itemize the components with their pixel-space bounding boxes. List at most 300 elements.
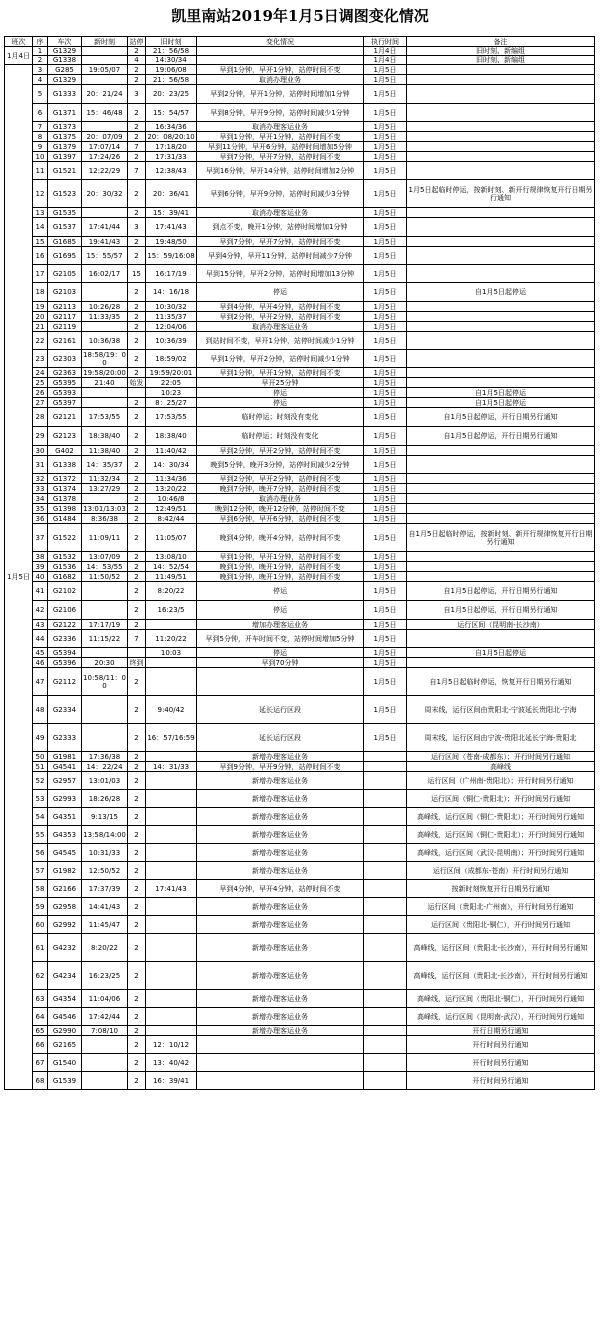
exec-date-cell: 1月5日 [364,208,407,218]
header-cell: 新时刻 [82,37,128,47]
new-time-cell: 20：21/24 [82,85,128,104]
exec-date-cell: 1月5日 [364,388,407,398]
train-cell: G1397 [48,152,82,162]
change-cell: 新增办理客运业务 [197,898,364,916]
exec-date-cell: 1月5日 [364,668,407,696]
change-cell: 延长运行区段 [197,696,364,724]
note-cell [407,456,595,474]
change-cell: 新增办理客运业务 [197,752,364,762]
table-row [5,283,595,302]
train-cell: G4232 [48,934,82,962]
exec-date-cell: 1月5日 [364,601,407,620]
change-cell: 取消办理客运业务 [197,322,364,332]
note-cell: 高峰线，运行区间（武汉-昆明南）；开行时间另行通知 [407,844,595,862]
seq-cell: 66 [33,1036,48,1054]
exec-date-cell [364,790,407,808]
note-cell: 周末线，运行区间由宁波-贵阳北延长宁海-贵阳北 [407,724,595,752]
train-cell: G2166 [48,880,82,898]
train-cell: G2165 [48,1036,82,1054]
seq-cell: 59 [33,898,48,916]
table-row [5,504,595,514]
old-time-cell: 16:17/19 [146,265,197,283]
note-cell [407,504,595,514]
train-cell: G2106 [48,601,82,620]
change-cell [197,1054,364,1072]
stop-cell: 2 [128,724,146,752]
old-time-cell: 17:53/55 [146,408,197,427]
seq-cell: 26 [33,388,48,398]
exec-date-cell [364,752,407,762]
seq-cell: 17 [33,265,48,283]
seq-cell: 21 [33,322,48,332]
change-cell: 早到4分钟，早开4分钟，站停时间不变 [197,880,364,898]
table-row [5,47,595,56]
note-cell [407,65,595,75]
change-cell: 临时停运；时刻没有变化 [197,427,364,446]
old-time-cell: 10:30/32 [146,302,197,312]
old-time-cell [146,752,197,762]
new-time-cell: 14：35/37 [82,456,128,474]
seq-cell: 67 [33,1054,48,1072]
train-cell: G1695 [48,247,82,265]
train-cell: G2123 [48,427,82,446]
new-time-cell: 13:58/14:00 [82,826,128,844]
stop-cell: 2 [128,862,146,880]
new-time-cell: 17:17/19 [82,620,128,630]
stop-cell: 2 [128,772,146,790]
change-cell: 早到15分钟，早开2分钟，站停时间增加13分钟 [197,265,364,283]
train-cell: G5397 [48,398,82,408]
train-cell: G1484 [48,514,82,524]
seq-cell: 52 [33,772,48,790]
train-cell: G4351 [48,808,82,826]
train-cell: G1982 [48,862,82,880]
change-cell: 晚到12分钟，晚开12分钟，站停时间不变 [197,504,364,514]
seq-cell: 65 [33,1026,48,1036]
header-cell: 班次 [5,37,33,47]
change-cell: 早到5分钟，开车时间不变，站停时间增加5分钟 [197,630,364,648]
new-time-cell: 13:01/03 [82,772,128,790]
note-cell [407,122,595,132]
note-cell: 自1月5日起停运，开行日期另行通知 [407,601,595,620]
table-row [5,122,595,132]
table-row [5,668,595,696]
train-cell: G2958 [48,898,82,916]
group-label-day5: 1月5日 [5,65,33,1090]
old-time-cell: 14：31/33 [146,762,197,772]
change-cell: 早到2分钟，早开1分钟，站停时间增加1分钟 [197,85,364,104]
note-cell [407,552,595,562]
old-time-cell [146,934,197,962]
exec-date-cell: 1月5日 [364,456,407,474]
stop-cell: 2 [128,572,146,582]
old-time-cell [146,898,197,916]
table-row [5,456,595,474]
stop-cell: 7 [128,142,146,152]
change-cell: 晚到1分钟，晚开1分钟，站停时间不变 [197,562,364,572]
seq-cell: 5 [33,85,48,104]
stop-cell: 2 [128,208,146,218]
change-cell: 取消办理客运业务 [197,208,364,218]
table-row [5,826,595,844]
note-cell: 自1月5日起停运 [407,398,595,408]
seq-cell: 14 [33,218,48,237]
note-cell: 按新时刻恢复开行日期另行通知 [407,880,595,898]
table-row [5,75,595,85]
old-time-cell: 15：59/16:08 [146,247,197,265]
old-time-cell [146,790,197,808]
exec-date-cell: 1月5日 [364,302,407,312]
seq-cell: 41 [33,582,48,601]
stop-cell: 2 [128,696,146,724]
change-cell: 取消办理业务 [197,75,364,85]
train-cell: G1398 [48,504,82,514]
table-row [5,1036,595,1054]
exec-date-cell [364,1054,407,1072]
note-cell [407,162,595,180]
note-cell: 高峰线，运行区间（铜仁-贵阳北）；开行时间另行通知 [407,808,595,826]
exec-date-cell: 1月5日 [364,142,407,152]
train-cell: G1523 [48,180,82,208]
table-row [5,350,595,368]
stop-cell: 2 [128,826,146,844]
table-row [5,862,595,880]
change-cell: 新增办理客运业务 [197,1008,364,1026]
exec-date-cell: 1月5日 [364,446,407,456]
change-cell: 早到4分钟，早开11分钟，站停时间减少7分钟 [197,247,364,265]
exec-date-cell: 1月5日 [364,572,407,582]
seq-cell: 49 [33,724,48,752]
note-cell: 自1月5日起停运，开行日期另行通知 [407,408,595,427]
old-time-cell [146,826,197,844]
stop-cell [128,388,146,398]
exec-date-cell: 1月5日 [364,283,407,302]
old-time-cell: 8:20/22 [146,582,197,601]
header-cell: 序 [33,37,48,47]
exec-date-cell [364,844,407,862]
change-cell: 晚到4分钟，晚开4分钟，站停时间不变 [197,524,364,552]
note-cell: 高峰线，运行区间（贵阳北-长沙南），开行时间另行通知 [407,962,595,990]
train-cell: G1379 [48,142,82,152]
table-row [5,368,595,378]
new-time-cell: 9:13/15 [82,808,128,826]
old-time-cell: 11:40/42 [146,446,197,456]
new-time-cell [82,1072,128,1090]
train-cell: G2161 [48,332,82,350]
seq-cell: 64 [33,1008,48,1026]
new-time-cell [82,601,128,620]
exec-date-cell: 1月5日 [364,562,407,572]
table-row [5,265,595,283]
note-cell: 运行区间（昆明南-长沙南） [407,620,595,630]
note-cell [407,630,595,648]
new-time-cell: 11:50/52 [82,572,128,582]
old-time-cell [146,962,197,990]
change-cell: 早到2分钟，早开2分钟，站停时间不变 [197,312,364,322]
seq-cell: 40 [33,572,48,582]
table-row [5,322,595,332]
exec-date-cell: 1月5日 [364,658,407,668]
stop-cell: 2 [128,962,146,990]
table-row [5,808,595,826]
new-time-cell: 10:36/38 [82,332,128,350]
note-cell: 开行日期另行通知 [407,1026,595,1036]
stop-cell: 2 [128,1008,146,1026]
stop-cell: 2 [128,620,146,630]
table-row [5,582,595,601]
change-cell: 停运 [197,388,364,398]
train-cell: G1682 [48,572,82,582]
exec-date-cell: 1月5日 [364,494,407,504]
exec-date-cell: 1月5日 [364,218,407,237]
stop-cell: 2 [128,494,146,504]
header-cell: 备注 [407,37,595,47]
seq-cell: 4 [33,75,48,85]
new-time-cell: 18:26/28 [82,790,128,808]
change-cell: 早到6分钟，早开9分钟，站停时间减少3分钟 [197,180,364,208]
table-row [5,132,595,142]
exec-date-cell [364,934,407,962]
stop-cell: 2 [128,552,146,562]
new-time-cell: 17:42/44 [82,1008,128,1026]
train-cell: G4354 [48,990,82,1008]
table-row [5,962,595,990]
exec-date-cell [364,1026,407,1036]
exec-date-cell: 1月5日 [364,524,407,552]
train-cell: G2103 [48,283,82,302]
stop-cell: 2 [128,1026,146,1036]
seq-cell: 57 [33,862,48,880]
train-cell: G2303 [48,350,82,368]
new-time-cell: 10:58/11：00 [82,668,128,696]
table-row [5,142,595,152]
train-cell: G4541 [48,762,82,772]
seq-cell: 8 [33,132,48,142]
seq-cell: 9 [33,142,48,152]
table-row [5,474,595,484]
train-cell: G1329 [48,47,82,56]
old-time-cell: 16:34/36 [146,122,197,132]
exec-date-cell: 1月5日 [364,484,407,494]
new-time-cell [82,582,128,601]
note-cell [407,514,595,524]
exec-date-cell: 1月5日 [364,368,407,378]
table-row [5,85,595,104]
exec-date-cell: 1月5日 [364,75,407,85]
new-time-cell: 14：53/55 [82,562,128,572]
stop-cell: 2 [128,237,146,247]
change-cell: 早到70分钟 [197,658,364,668]
new-time-cell [82,283,128,302]
new-time-cell [82,724,128,752]
stop-cell: 始发 [129,378,144,387]
seq-cell: 38 [33,552,48,562]
table-row [5,898,595,916]
old-time-cell: 21：56/58 [146,47,197,56]
new-time-cell: 13:27/29 [82,484,128,494]
seq-cell: 32 [33,474,48,484]
new-time-cell [82,56,128,65]
train-cell: G2990 [48,1026,82,1036]
exec-date-cell: 1月5日 [364,152,407,162]
train-cell: G1338 [48,56,82,65]
table-row [5,724,595,752]
seq-cell: 10 [33,152,48,162]
seq-cell: 18 [33,283,48,302]
seq-cell: 48 [33,696,48,724]
old-time-cell: 11:20/22 [146,630,197,648]
table-row [5,56,595,65]
old-time-cell: 17:41/43 [146,218,197,237]
new-time-cell: 13:07/09 [82,552,128,562]
exec-date-cell [364,826,407,844]
train-cell: G1375 [48,132,82,142]
schedule-table [4,36,595,1090]
exec-date-cell [364,990,407,1008]
new-time-cell [82,494,128,504]
seq-cell: 24 [33,368,48,378]
table-row [5,1054,595,1072]
stop-cell: 2 [128,446,146,456]
seq-cell: 13 [33,208,48,218]
train-cell: G1539 [48,1072,82,1090]
table-row [5,180,595,208]
seq-cell: 36 [33,514,48,524]
old-time-cell: 15：39/41 [146,208,197,218]
change-cell: 早开25分钟 [197,378,364,388]
new-time-cell: 15：55/57 [82,247,128,265]
old-time-cell: 9:40/42 [146,696,197,724]
table-row [5,237,595,247]
exec-date-cell: 1月4日 [364,56,407,65]
stop-cell: 2 [128,247,146,265]
exec-date-cell: 1月5日 [364,180,407,208]
stop-cell: 2 [128,1072,146,1090]
old-time-cell: 17:41/43 [146,880,197,898]
table-row [5,208,595,218]
change-cell: 停运 [197,601,364,620]
change-cell [197,668,364,696]
table-row [5,302,595,312]
stop-cell: 2 [128,132,146,142]
stop-cell: 15 [128,265,146,283]
seq-cell: 42 [33,601,48,620]
new-time-cell: 17:41/44 [82,218,128,237]
seq-cell: 6 [33,104,48,122]
old-time-cell [146,808,197,826]
seq-cell: 7 [33,122,48,132]
exec-date-cell [364,808,407,826]
exec-date-cell [364,1036,407,1054]
note-cell [407,368,595,378]
exec-date-cell: 1月5日 [364,247,407,265]
stop-cell: 3 [128,218,146,237]
stop-cell: 2 [128,504,146,514]
train-cell: G4353 [48,826,82,844]
stop-cell: 7 [128,630,146,648]
table-row [5,696,595,724]
table-row [5,218,595,237]
exec-date-cell: 1月5日 [364,696,407,724]
exec-date-cell: 1月5日 [364,65,407,75]
note-cell [407,562,595,572]
note-cell: 运行区间（成都东-苍南）开行时间另行通知 [407,862,595,880]
note-cell: 自1月5日起停运 [407,283,595,302]
change-cell [197,56,364,65]
change-cell: 新增办理客运业务 [197,790,364,808]
note-cell [407,152,595,162]
old-time-cell [146,620,197,630]
change-cell: 早到1分钟，早开2分钟，站停时间减少1分钟 [197,350,364,368]
seq-cell: 29 [33,427,48,446]
change-cell: 晚到1分钟，晚开1分钟，站停时间不变 [197,572,364,582]
seq-cell: 11 [33,162,48,180]
train-cell: G2992 [48,916,82,934]
old-time-cell [146,844,197,862]
exec-date-cell [364,772,407,790]
train-cell: G2333 [48,724,82,752]
stop-cell: 2 [128,524,146,552]
new-time-cell: 12:22/29 [82,162,128,180]
old-time-cell: 22:05 [146,378,197,388]
table-row [5,630,595,648]
note-cell: 高峰线 [407,762,595,772]
change-cell: 新增办理客运业务 [197,808,364,826]
change-cell: 新增办理客运业务 [197,844,364,862]
train-cell: G5394 [48,648,82,658]
new-time-cell [82,398,128,408]
exec-date-cell: 1月5日 [364,237,407,247]
change-cell: 早到7分钟，早开7分钟，站停时间不变 [197,152,364,162]
change-cell [197,1036,364,1054]
change-cell [197,47,364,56]
train-cell: G2117 [48,312,82,322]
note-cell [407,132,595,142]
old-time-cell: 14：16/18 [146,283,197,302]
change-cell: 到站时间不变，早开1分钟，站停时间减少1分钟 [197,332,364,350]
new-time-cell: 20：07/09 [82,132,128,142]
new-time-cell: 11:38/40 [82,446,128,456]
new-time-cell: 20：30/32 [82,180,128,208]
table-row [5,524,595,552]
stop-cell: 2 [128,180,146,208]
note-cell: 开行时间另行通知 [407,1036,595,1054]
note-cell: 自1月5日起临时停运，恢复开行日期另行通知 [407,668,595,696]
stop-cell: 7 [128,162,146,180]
new-time-cell: 18:38/40 [82,427,128,446]
header-cell: 旧时刻 [146,37,197,47]
train-cell: G2121 [48,408,82,427]
seq-cell: 22 [33,332,48,350]
train-cell: G2993 [48,790,82,808]
old-time-cell: 20：36/41 [146,180,197,208]
table-row [5,312,595,322]
table-row [5,790,595,808]
seq-cell: 16 [33,247,48,265]
note-cell: 运行区间（铜仁-贵阳北）；开行时间另行通知 [407,790,595,808]
seq-cell: 28 [33,408,48,427]
stop-cell: 2 [128,484,146,494]
old-time-cell: 13：40/42 [146,1054,197,1072]
train-cell: G4234 [48,962,82,990]
exec-date-cell [364,1072,407,1090]
old-time-cell: 13:20/22 [146,484,197,494]
seq-cell: 53 [33,790,48,808]
exec-date-cell: 1月5日 [364,350,407,368]
old-time-cell: 14:30/34 [146,56,197,65]
train-cell: G2112 [48,668,82,696]
note-cell [407,494,595,504]
